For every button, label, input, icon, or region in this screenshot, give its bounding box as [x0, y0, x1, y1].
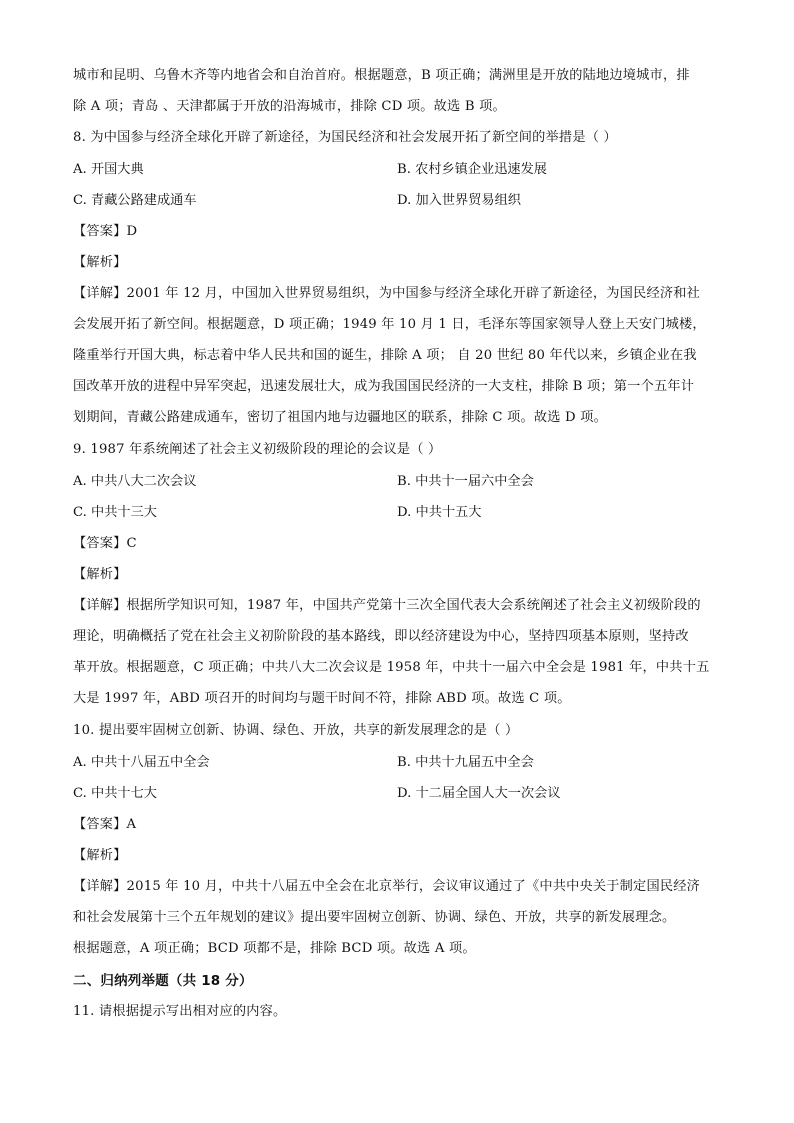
explanation-line: 【详解】根据所学知识可知，1987 年，中国共产党第十三次全国代表大会系统阐述了社会主义初级阶段的 — [73, 598, 701, 613]
question-11: 11. 请根据提示写出相对应的内容。 — [73, 1004, 287, 1019]
explanation-line: 根据题意，A 项正确；BCD 项都不是，排除 BCD 项。故选 A 项。 — [73, 941, 476, 956]
question-8: 8. 为中国参与经济全球化开辟了新途径，为国民经济和社会发展开拓了新空间的举措是（ ） — [73, 130, 617, 145]
section-heading: 二、归纳列举题（共 18 分） — [73, 973, 253, 989]
option-b: B. 中共十九届五中全会 — [397, 755, 534, 770]
question-9: 9. 1987 年系统阐述了社会主义初级阶段的理论的会议是（ ） — [73, 442, 442, 457]
option-b: B. 中共十一届六中全会 — [397, 474, 534, 489]
explanation-line: 和社会发展第十三个五年规划的建议》提出要牢固树立创新、协调、绿色、开放，共享的新发展理念。 — [73, 910, 676, 925]
option-d: D. 十二届全国人大一次会议 — [397, 786, 561, 801]
explanation-line: 会发展开拓了新空间。根据题意，D 项正确；1949 年 10 月 1 日，毛泽东等国家领导人登上天安门城楼， — [73, 317, 706, 332]
analysis-label: 【解析】 — [73, 567, 127, 582]
option-c: C. 青藏公路建成通车 — [73, 193, 197, 208]
option-a: A. 中共十八届五中全会 — [73, 755, 210, 770]
explanation-line: 革开放。根据题意，C 项正确；中共八大二次会议是 1958 年，中共十一届六中全会是 1981 年，中共十五 — [73, 660, 710, 675]
option-c: C. 中共十七大 — [73, 786, 157, 801]
option-a: A. 中共八大二次会议 — [73, 474, 197, 489]
explanation-line: 理论，明确概括了党在社会主义初阶阶段的基本路线，即以经济建设为中心，坚持四项基本原则，坚持改 — [73, 629, 689, 644]
explanation-line: 隆重举行开国大典，标志着中华人民共和国的诞生，排除 A 项； 自 20 世纪 80 年代以来，乡镇企业在我 — [73, 348, 697, 363]
answer-label: 【答案】C — [73, 536, 137, 551]
answer-label: 【答案】A — [73, 817, 137, 832]
explanation-line: 划期间，青藏公路建成通车，密切了祖国内地与边疆地区的联系，排除 C 项。故选 D 项。 — [73, 410, 607, 425]
option-b: B. 农村乡镇企业迅速发展 — [397, 162, 547, 177]
option-d: D. 中共十五大 — [397, 505, 482, 520]
question-10: 10. 提出要牢固树立创新、协调、绿色、开放，共享的新发展理念的是（ ） — [73, 723, 519, 738]
analysis-label: 【解析】 — [73, 848, 127, 863]
option-a: A. 开国大典 — [73, 162, 144, 177]
answer-label: 【答案】D — [73, 224, 138, 239]
analysis-label: 【解析】 — [73, 255, 127, 270]
explanation-line: 大是 1997 年，ABD 项召开的时间均与题干时间不符，排除 ABD 项。故选 C 项。 — [73, 691, 571, 706]
explanation-line: 国改革开放的进程中异军突起，迅速发展壮大，成为我国国民经济的一大支柱，排除 B 项；第一个五年计 — [73, 379, 695, 394]
explanation-line: 【详解】2001 年 12 月，中国加入世界贸易组织，为中国参与经济全球化开辟了新途径，为国民经济和社 — [73, 286, 700, 301]
option-c: C. 中共十三大 — [73, 505, 157, 520]
text-line: 除 A 项；青岛 、天津都属于开放的沿海城市，排除 CD 项。故选 B 项。 — [73, 99, 506, 114]
text-line: 城市和昆明、乌鲁木齐等内地省会和自治首府。根据题意，B 项正确；满洲里是开放的陆地边境城市，排 — [73, 68, 690, 83]
explanation-line: 【详解】2015 年 10 月，中共十八届五中全会在北京举行，会议审议通过了《中共中央关于制定国民经济 — [73, 879, 700, 894]
option-d: D. 加入世界贸易组织 — [397, 193, 521, 208]
